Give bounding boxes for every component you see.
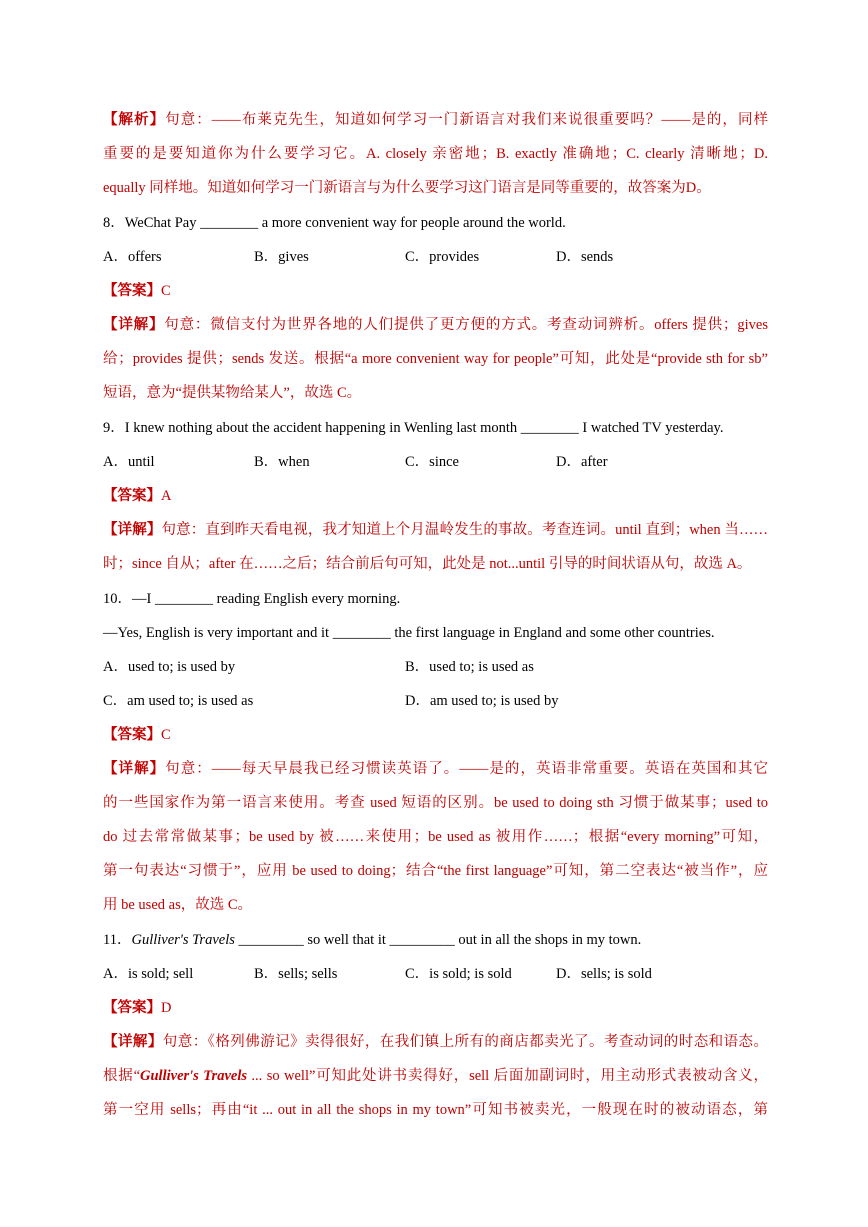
answer-tag: 【答案】: [103, 488, 161, 504]
q10-option-d: D．am used to; is used by: [405, 693, 559, 709]
q9-option-a: A．until: [103, 454, 155, 470]
q7-analysis-line-3: equally 同样地。知道如何学习一门新语言与为什么要学习这门语言是同等重要的，故答案为D。: [103, 180, 711, 196]
q10-option-c: C．am used to; is used as: [103, 693, 254, 709]
q9-stem: 9．I knew nothing about the accident happening in Wenling last month ________ I watched TV yesterday.: [103, 420, 724, 436]
q8-detail-line-1: 【详解】句意：微信支付为世界各地的人们提供了更方便的方式。考查动词辨析。offers 提供；gives: [103, 317, 768, 333]
q8-option-c: C．provides: [405, 249, 480, 265]
detail-tag: 【详解】: [103, 522, 162, 538]
q8-detail-line-2: 给；provides 提供；sends 发送。根据“a more convenient way for people”可知，此处是“provide sth for sb”: [103, 351, 768, 367]
q11-stem: 11．Gulliver's Travels _________ so well that it _________ out in all the shops in my town.: [103, 932, 642, 948]
analysis-tag: 【解析】: [103, 112, 166, 128]
q11-answer: 【答案】D: [103, 1000, 172, 1016]
q11-option-a: A．is sold; sell: [103, 966, 194, 982]
detail-tag: 【详解】: [103, 1034, 163, 1050]
q9-answer: 【答案】A: [103, 488, 172, 504]
q11-detail-line-3: 第一空用 sells；再由“it ... out in all the shops in my town”可知书被卖光，一般现在时的被动语态，第: [103, 1102, 768, 1118]
q7-analysis-line-1: 【解析】句意：——布莱克先生，知道如何学习一门新语言对我们来说很重要吗？——是的，同样: [103, 112, 769, 128]
q8-answer: 【答案】C: [103, 283, 171, 299]
q8-option-a: A．offers: [103, 249, 162, 265]
answer-tag: 【答案】: [103, 283, 161, 299]
book-title: Gulliver's Travels: [131, 932, 235, 948]
q11-detail-line-1: 【详解】句意：《格列佛游记》卖得很好，在我们镇上所有的商店都卖光了。考查动词的时态和语态。: [103, 1034, 768, 1050]
q10-detail-line-1: 【详解】句意：——每天早晨我已经习惯读英语了。——是的，英语非常重要。英语在英国和其它: [103, 761, 769, 777]
answer-tag: 【答案】: [103, 727, 161, 743]
q8-stem: 8．WeChat Pay ________ a more convenient way for people around the world.: [103, 215, 566, 231]
detail-tag: 【详解】: [103, 761, 166, 777]
q8-option-d: D．sends: [556, 249, 614, 265]
q8-option-b: B．gives: [254, 249, 309, 265]
q11-option-d: D．sells; is sold: [556, 966, 652, 982]
q10-option-a: A．used to; is used by: [103, 659, 236, 675]
q10-detail-line-4: 第一句表达“习惯于”，应用 be used to doing；结合“the first language”可知，第二空表达“被当作”，应: [103, 863, 768, 879]
q10-option-b: B．used to; is used as: [405, 659, 534, 675]
q8-detail-line-3: 短语，意为“提供某物给某人”，故选 C。: [103, 385, 362, 401]
q10-stem-line-2: —Yes, English is very important and it ________ the first language in England and some other countries.: [103, 625, 715, 641]
q10-detail-line-5: 用 be used as，故选 C。: [103, 897, 253, 913]
q9-option-d: D．after: [556, 454, 608, 470]
q10-detail-line-3: do 过去常常做某事；be used by 被……来使用；be used as 被用作……；根据“every morning”可知，: [103, 829, 768, 845]
q11-detail-line-2: 根据“Gulliver's Travels ... so well”可知此处讲书卖得好，sell 后面加副词时，用主动形式表被动含义，: [103, 1068, 769, 1084]
q9-detail-line-2: 时；since 自从；after 在……之后；结合前后句可知，此处是 not...until 引导的时间状语从句，故选 A。: [103, 556, 752, 572]
detail-tag: 【详解】: [103, 317, 165, 333]
answer-tag: 【答案】: [103, 1000, 161, 1016]
q10-answer: 【答案】C: [103, 727, 171, 743]
q11-option-b: B．sells; sells: [254, 966, 338, 982]
q9-option-b: B．when: [254, 454, 310, 470]
q9-detail-line-1: 【详解】句意：直到昨天看电视，我才知道上个月温岭发生的事故。考查连词。until 直到；when 当……: [103, 522, 768, 538]
book-title: Gulliver's Travels: [140, 1068, 247, 1084]
q11-option-c: C．is sold; is sold: [405, 966, 512, 982]
q9-option-c: C．since: [405, 454, 459, 470]
q10-stem-line-1: 10．—I ________ reading English every morning.: [103, 591, 401, 607]
q10-detail-line-2: 的一些国家作为第一语言来使用。考查 used 短语的区别。be used to doing sth 习惯于做某事；used to: [103, 795, 768, 811]
q7-analysis-line-2: 重要的是要知道你为什么要学习它。A. closely 亲密地；B. exactly 准确地；C. clearly 清晰地；D.: [103, 146, 768, 162]
